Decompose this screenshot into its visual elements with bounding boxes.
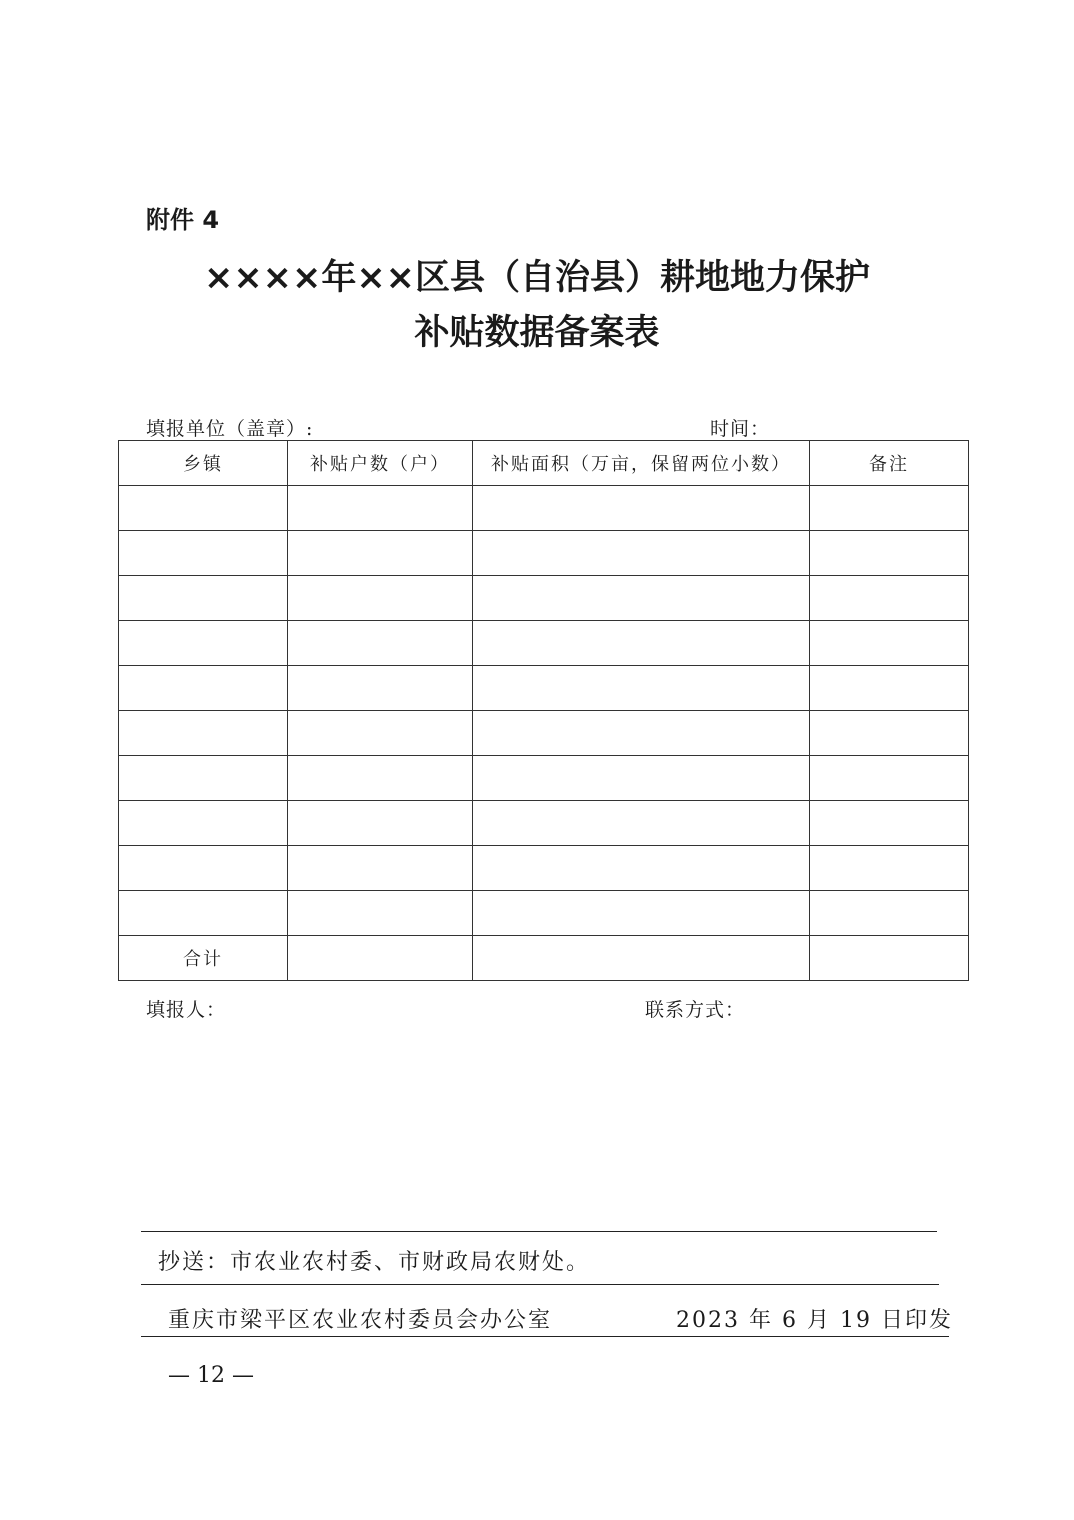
cell-subsidy-area[interactable] [473, 576, 810, 621]
time-label: 时间： [710, 418, 771, 440]
total-remarks[interactable] [810, 936, 969, 981]
table-row [119, 846, 969, 891]
cell-subsidy-area[interactable] [473, 801, 810, 846]
cell-remarks[interactable] [810, 711, 969, 756]
cell-subsidy-area[interactable] [473, 891, 810, 936]
cell-township[interactable] [119, 711, 288, 756]
cell-remarks[interactable] [810, 486, 969, 531]
contact-label: 联系方式： [645, 999, 746, 1021]
total-label: 合计 [119, 936, 288, 981]
cell-remarks[interactable] [810, 666, 969, 711]
table-row [119, 711, 969, 756]
table-row [119, 891, 969, 936]
page-number: — 12 — [168, 1363, 254, 1388]
cell-remarks[interactable] [810, 756, 969, 801]
table-row [119, 531, 969, 576]
cell-subsidy-area[interactable] [473, 666, 810, 711]
cell-household-count[interactable] [288, 621, 473, 666]
total-household-count[interactable] [288, 936, 473, 981]
document-title-line2: 补贴数据备案表 [414, 313, 660, 353]
subsidy-data-table [118, 440, 969, 981]
cell-household-count[interactable] [288, 576, 473, 621]
cell-remarks[interactable] [810, 621, 969, 666]
table-row [119, 486, 969, 531]
footer-middle-rule [141, 1284, 939, 1285]
table-header-row [119, 441, 969, 486]
cell-remarks[interactable] [810, 801, 969, 846]
cell-township[interactable] [119, 801, 288, 846]
cell-remarks[interactable] [810, 576, 969, 621]
cell-remarks[interactable] [810, 531, 969, 576]
filler-label: 填报人： [146, 999, 227, 1021]
cell-household-count[interactable] [288, 846, 473, 891]
cell-household-count[interactable] [288, 801, 473, 846]
cell-household-count[interactable] [288, 711, 473, 756]
cc-line: 抄送：市农业农村委、市财政局农财处。 [158, 1250, 591, 1275]
cell-subsidy-area[interactable] [473, 756, 810, 801]
cell-household-count[interactable] [288, 531, 473, 576]
total-row [119, 936, 969, 981]
cell-township[interactable] [119, 531, 288, 576]
cell-household-count[interactable] [288, 756, 473, 801]
total-subsidy-area[interactable] [473, 936, 810, 981]
header-township: 乡镇 [119, 441, 288, 486]
cell-subsidy-area[interactable] [473, 711, 810, 756]
issuer-name: 重庆市梁平区农业农村委员会办公室 [168, 1308, 553, 1333]
reporting-unit-label: 填报单位（盖章）: [146, 418, 314, 440]
cell-subsidy-area[interactable] [473, 621, 810, 666]
document-title-line1: ××××年××区县（自治县）耕地地力保护 [204, 258, 870, 298]
cell-township[interactable] [119, 846, 288, 891]
table-row [119, 621, 969, 666]
cell-remarks[interactable] [810, 846, 969, 891]
header-subsidy-area: 补贴面积（万亩，保留两位小数） [473, 441, 810, 486]
footer-top-rule [141, 1231, 937, 1232]
cell-township[interactable] [119, 756, 288, 801]
cell-subsidy-area[interactable] [473, 486, 810, 531]
attachment-label: 附件 4 [146, 206, 220, 234]
table-row [119, 666, 969, 711]
cell-household-count[interactable] [288, 666, 473, 711]
cell-township[interactable] [119, 666, 288, 711]
cell-subsidy-area[interactable] [473, 531, 810, 576]
cell-township[interactable] [119, 576, 288, 621]
cell-remarks[interactable] [810, 891, 969, 936]
cell-subsidy-area[interactable] [473, 846, 810, 891]
header-remarks: 备注 [810, 441, 969, 486]
header-household-count: 补贴户数（户） [288, 441, 473, 486]
cell-township[interactable] [119, 486, 288, 531]
table-row [119, 576, 969, 621]
cell-township[interactable] [119, 621, 288, 666]
issue-date: 2023 年 6 月 19 日印发 [676, 1308, 953, 1333]
cell-township[interactable] [119, 891, 288, 936]
footer-bottom-rule [141, 1336, 949, 1337]
table-row [119, 756, 969, 801]
cell-household-count[interactable] [288, 891, 473, 936]
table-row [119, 801, 969, 846]
cell-household-count[interactable] [288, 486, 473, 531]
